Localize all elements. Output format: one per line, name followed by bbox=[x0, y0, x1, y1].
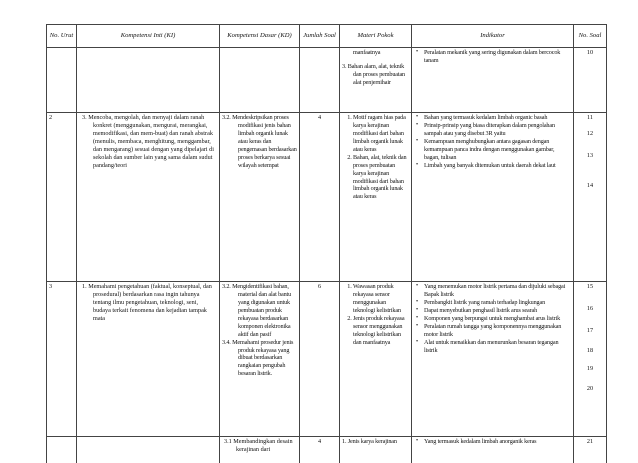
cell-materi bbox=[340, 437, 412, 463]
cell-no: 3 bbox=[47, 282, 77, 437]
cell-no-soal bbox=[574, 48, 607, 113]
cell-no-soal bbox=[574, 437, 607, 463]
indikator-item: • Komponen yang berpungsi untuk menghambat arus listrik bbox=[424, 315, 571, 323]
table-row bbox=[47, 113, 607, 282]
kd-text: 3.1 Membandingkan desain kerajinan dari bbox=[222, 438, 297, 454]
cell-indikator bbox=[412, 282, 574, 437]
materi-text: 1. Jenis karya kerajinan bbox=[342, 438, 409, 446]
kd-text: 3.2. Mengidentifikasi bahan, material dan alat bantu yang digunakan untuk pembuatan produk rekayasa berdasarkan komponen elektronika aktif dan pasif bbox=[222, 283, 297, 339]
cell-jumlah: 6 bbox=[300, 282, 340, 437]
soal-number: 15 bbox=[576, 283, 604, 305]
soal-number: 21 bbox=[576, 438, 604, 446]
indikator-item: • Alat untuk menaikkan dan menurunkan besaran tegangan listrik bbox=[424, 339, 571, 355]
soal-number: 20 bbox=[576, 385, 604, 401]
soal-number: 17 bbox=[576, 327, 604, 347]
soal-number: 11 bbox=[576, 114, 604, 130]
cell-kd bbox=[220, 282, 300, 437]
header-kompetensi-inti: Kompetensi Inti (KI) bbox=[77, 25, 220, 48]
soal-number: 14 bbox=[576, 182, 604, 198]
document-page bbox=[46, 24, 606, 463]
cell-ki bbox=[77, 282, 220, 437]
indikator-item: • Dapat menyebutkan penghasil listrik arus searah bbox=[424, 307, 571, 315]
materi-item: 2. Bahan, alat, teknik dan proses pembuatan karya kerajinan modifikasi dari bahan limbah organik lunak atau keras bbox=[353, 154, 409, 202]
cell-jumlah bbox=[300, 48, 340, 113]
cell-kd bbox=[220, 437, 300, 463]
header-no-soal: No. Soal bbox=[574, 25, 607, 48]
header-jumlah-soal: Jumlah Soal bbox=[300, 25, 340, 48]
cell-indikator bbox=[412, 48, 574, 113]
kd-text: 3.4. Memahami prosedur jenis produk rekayasa yang dibuat berdasarkan rangkaian pengubah besaran listrik. bbox=[222, 339, 297, 379]
soal-number: 19 bbox=[576, 365, 604, 385]
ki-text: 3. Mencoba, mengolah, dan menyaji dalam ranah konkret (menggunakan, mengurai, merangkai, memodifikasi, dan mem-buat) dan ranah abstrak (menulis, membaca, menghitung, menggambar, dan mengarang) sesuai dengan yang dipelajari di sekolah dan sumber lain yang sama dalam sudut pandang/teori bbox=[79, 114, 217, 170]
indikator-item: • Prinsip-prinsip yang biasa diterapkan dalam pengolahan sampah atau yang disebut 3R yaitu bbox=[424, 122, 571, 138]
cell-jumlah: 4 bbox=[300, 437, 340, 463]
table-row bbox=[47, 282, 607, 437]
cell-indikator bbox=[412, 113, 574, 282]
ki-text: 1. Memahami pengetahuan (faktual, konseptual, dan prosedural) berdasarkan rasa ingin tahunya tentang ilmu pengetahuan, teknologi, seni, budaya terkait fenomena dan kejadian tampak mata bbox=[79, 283, 217, 323]
indikator-item: • Kemampuan menghubungkan antara gagasan dengan kemampuan panca indra dengan menggunakan gambar, bagan, tulisan bbox=[424, 138, 571, 162]
cell-no bbox=[47, 437, 77, 463]
indikator-item: • Pembangkit listrik yang ramah terhadap lingkungan bbox=[424, 299, 571, 307]
cell-no bbox=[47, 48, 77, 113]
materi-text: 3. Bahan alam, alat, teknik dan proses pembuatan alat penjernihair bbox=[342, 63, 409, 87]
cell-materi bbox=[340, 113, 412, 282]
indikator-item: • Bahan yang termasuk kedalam limbah organic basah bbox=[424, 114, 571, 122]
soal-number: 12 bbox=[576, 130, 604, 152]
cell-no-soal bbox=[574, 113, 607, 282]
kd-text: 3.2. Mendeskripsikan proses modifikasi jenis bahan limbah organik lunak atau keras dan pengemasan berdasarkan proses berkarya sesuai wilayah setempat bbox=[222, 114, 297, 170]
soal-number: 18 bbox=[576, 347, 604, 365]
cell-ki bbox=[77, 113, 220, 282]
materi-text: manfaatnya bbox=[342, 49, 409, 57]
table-row bbox=[47, 437, 607, 463]
kisi-kisi-table bbox=[46, 24, 607, 463]
cell-ki bbox=[77, 48, 220, 113]
indikator-item: • Yang termasuk kedalam limbah anorganik keras bbox=[424, 438, 571, 446]
cell-ki bbox=[77, 437, 220, 463]
indikator-item: • Limbah yang banyak ditemukan untuk daerah dekat laut bbox=[424, 162, 571, 170]
soal-number: 13 bbox=[576, 152, 604, 182]
indikator-item: • Yang menemukan motor listrik pertama dan dijuluki sebagai Bapak listrik bbox=[424, 283, 571, 299]
header-materi-pokok: Materi Pokok bbox=[340, 25, 412, 48]
materi-item: 1. Wawasan produk rekayasa sensor menggunakan teknologi kelistrikan bbox=[353, 283, 409, 315]
cell-materi bbox=[340, 282, 412, 437]
cell-no: 2 bbox=[47, 113, 77, 282]
indikator-item: • Peralatan mekanik yang sering digunakan dalam bercocok tanam bbox=[424, 49, 571, 65]
materi-item: 1. Motif ragam hias pada karya kerajinan modifikasi dari bahan limbah organik lunak atau keras bbox=[353, 114, 409, 154]
cell-jumlah: 4 bbox=[300, 113, 340, 282]
materi-item: 2. Jenis produk rekayasa sensor menggunakan teknologi kelistrikan dan manfaatnya bbox=[353, 315, 409, 347]
cell-kd bbox=[220, 48, 300, 113]
table-row bbox=[47, 48, 607, 113]
soal-number: 10 bbox=[576, 49, 604, 57]
indikator-item: • Peralatan rumah tangga yang komponennya menggunakan motor listrik bbox=[424, 323, 571, 339]
header-indikator: Indikator bbox=[412, 25, 574, 48]
cell-materi bbox=[340, 48, 412, 113]
header-row bbox=[47, 25, 607, 48]
cell-indikator bbox=[412, 437, 574, 463]
header-no-urut: No. Urut bbox=[47, 25, 77, 48]
cell-kd bbox=[220, 113, 300, 282]
soal-number: 16 bbox=[576, 305, 604, 327]
cell-no-soal bbox=[574, 282, 607, 437]
header-kompetensi-dasar: Kompetensi Dasar (KD) bbox=[220, 25, 300, 48]
